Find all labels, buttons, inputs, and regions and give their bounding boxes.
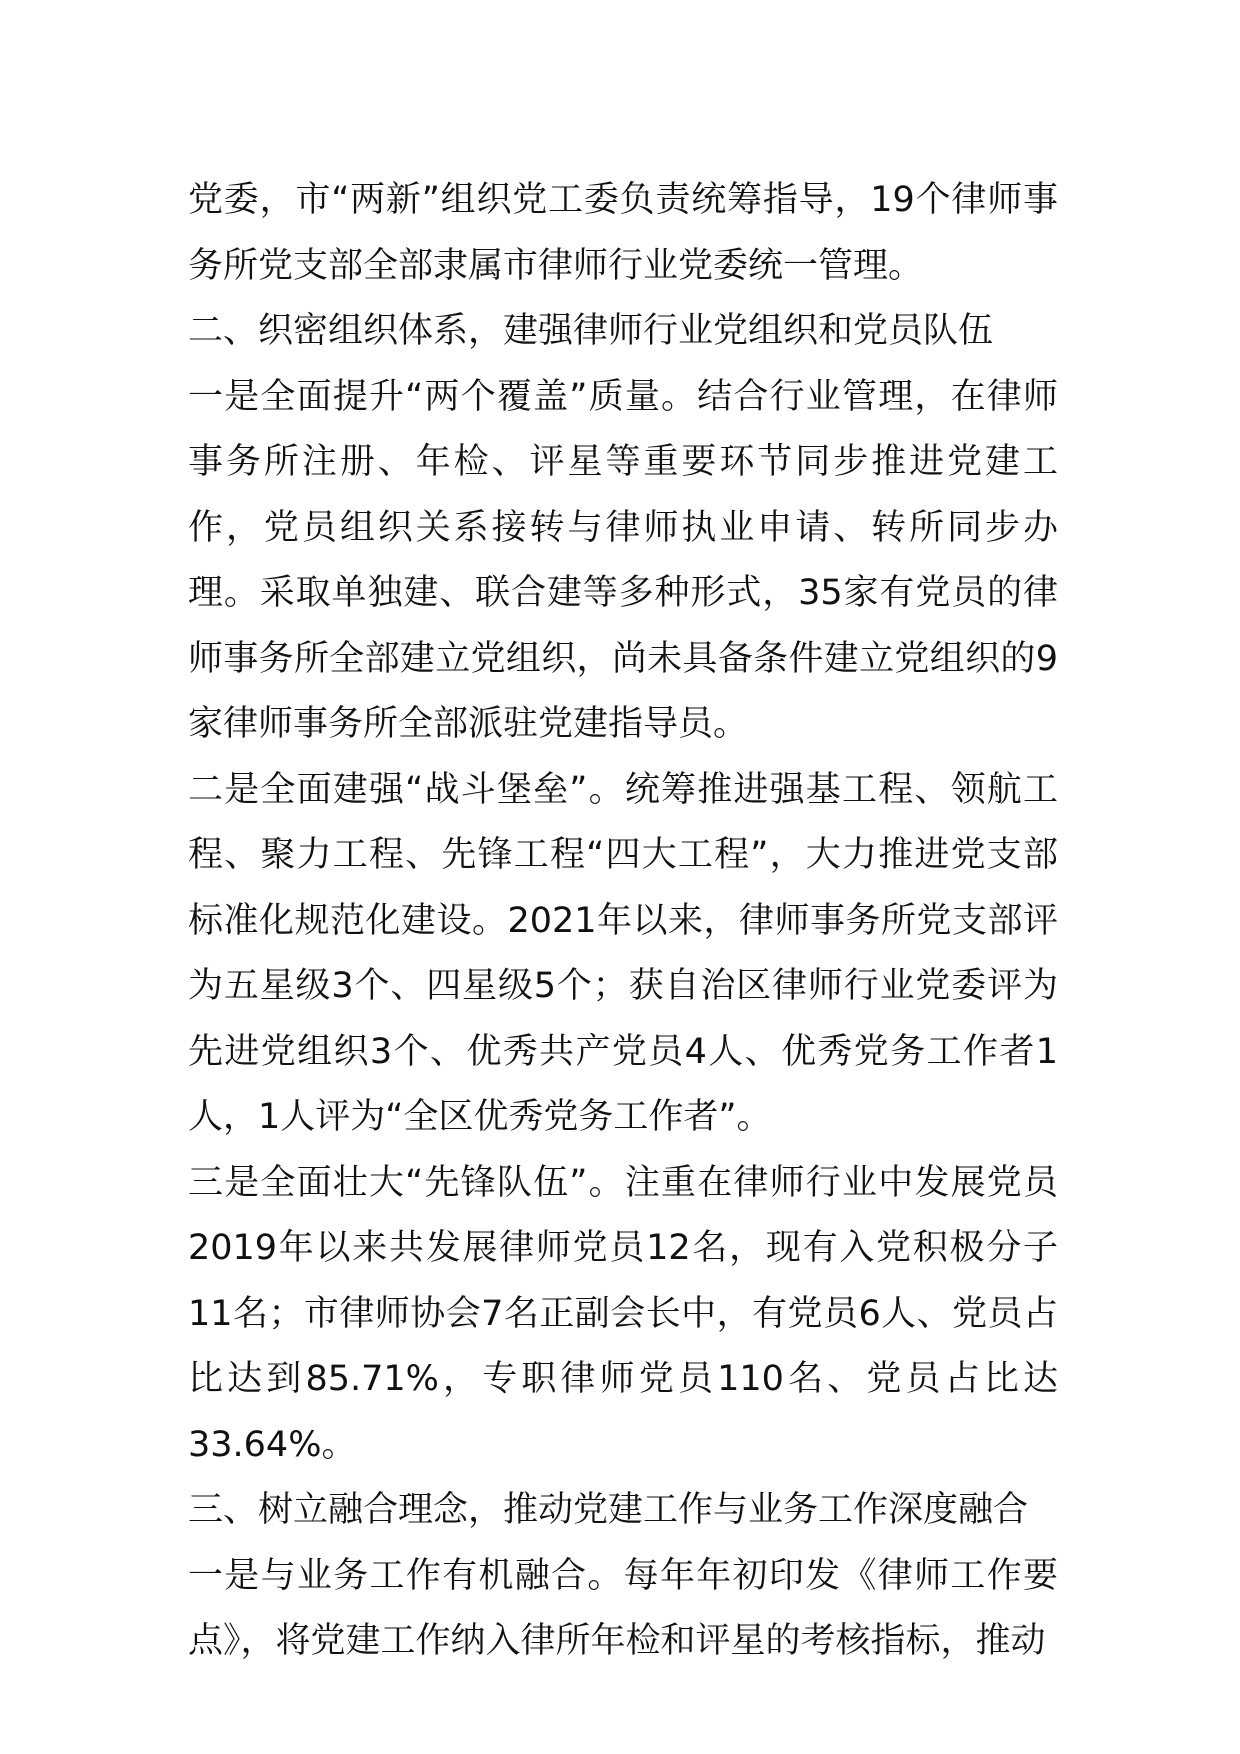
paragraph-continuation: 党委，市“两新”组织党工委负责统筹指导，19个律师事务所党支部全部隶属市律师行业党委统一管理。 xyxy=(188,180,1058,286)
paragraph-integration: 一是与业务工作有机融合。每年年初印发《律师工作要点》，将党建工作纳入律所年检和评星的考核指标，推动 xyxy=(188,1555,1058,1661)
section-heading-2: 二、织密组织体系，建强律师行业党组织和党员队伍 xyxy=(188,311,994,351)
paragraph-vanguard: 三是全面壮大“先锋队伍”。注重在律师行业中发展党员2019年以来共发展律师党员12名，现有入党积极分子11名；市律师协会7名正副会长中，有党员6人、党员占比达到85.71%，专职律师党员110名、党员占比达33.64%。 xyxy=(188,1162,1058,1465)
document-page xyxy=(188,168,1058,1675)
section-heading-3: 三、树立融合理念，推动党建工作与业务工作深度融合 xyxy=(188,1490,1029,1530)
paragraph-fortress: 二是全面建强“战斗堡垒”。统筹推进强基工程、领航工程、聚力工程、先锋工程“四大工程”，大力推进党支部标准化规范化建设。2021年以来，律师事务所党支部评为五星级3个、四星级5个；获自治区律师行业党委评为先进党组织3个、优秀共产党员4人、优秀党务工作者1人，1人评为“全区优秀党务工作者”。 xyxy=(188,769,1058,1137)
paragraph-coverage: 一是全面提升“两个覆盖”质量。结合行业管理，在律师事务所注册、年检、评星等重要环节同步推进党建工作，党员组织关系接转与律师执业申请、转所同步办理。采取单独建、联合建等多种形式，35家有党员的律师事务所全部建立党组织，尚未具备条件建立党组织的9家律师事务所全部派驻党建指导员。 xyxy=(188,376,1058,744)
